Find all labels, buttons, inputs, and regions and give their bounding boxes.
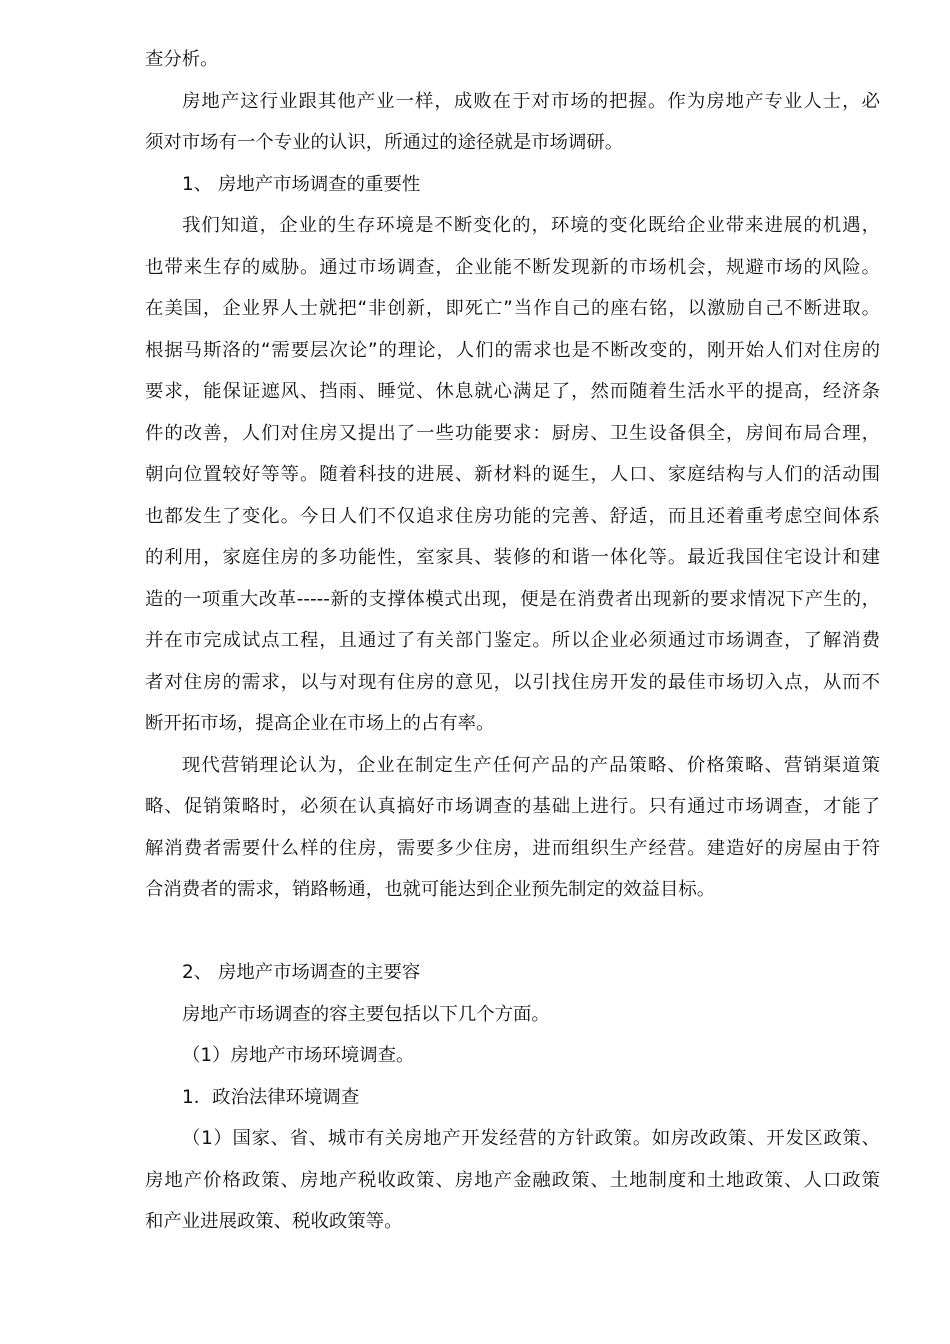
text-line: 查分析。 <box>145 49 219 70</box>
subsection-heading-political <box>145 1084 880 1126</box>
text-line: 的利用，家庭住房的多功能性，室家具、装修的和谐一体化等。最近我国住宅设计和建 <box>145 547 880 568</box>
heading-text: （1）房地产市场环境调查。 <box>182 1045 415 1066</box>
text-line: 我们知道，企业的生存环境是不断变化的，环境的变化既给企业带来进展的机遇， <box>182 215 880 236</box>
document-body <box>145 46 880 1250</box>
paragraph-intro <box>145 88 880 171</box>
text-line: 要求，能保证遮风、挡雨、睡觉、休息就心满足了，然而随着生活水平的提高，经济条 <box>145 381 880 402</box>
section-heading-importance <box>145 171 880 213</box>
heading-text: 2、 房地产市场调查的主要容 <box>182 962 421 983</box>
text-line: 也都发生了变化。今日人们不仅追求住房功能的完善、舒适，而且还着重考虑空间体系 <box>145 505 880 527</box>
text-line: 并在市完成试点工程，且通过了有关部门鉴定。所以企业必须通过市场调查，了解消费 <box>145 630 880 651</box>
text-line: 合消费者的需求，销路畅通，也就可能达到企业预先制定的效益目标。 <box>145 879 716 900</box>
blank-line <box>145 918 880 960</box>
paragraph-continuation <box>145 46 880 88</box>
paragraph-content-intro <box>145 1001 880 1043</box>
text-line: 房地产价格政策、房地产税收政策、房地产金融政策、土地制度和土地政策、人口政策 <box>145 1169 880 1191</box>
text-line: 件的改善，人们对住房又提出了一些功能要求：厨房、卫生设备俱全，房间布局合理， <box>145 422 880 444</box>
text-line: 在美国，企业界人士就把“非创新，即死亡”当作自己的座右铭，以激励自己不断进取。 <box>145 298 880 319</box>
text-line: （1）国家、省、城市有关房地产开发经营的方针政策。如房改政策、开发区政策、 <box>182 1128 880 1149</box>
paragraph-importance <box>145 212 880 752</box>
heading-text: 1、 房地产市场调查的重要性 <box>182 173 421 195</box>
text-line: 根据马斯洛的“需要层次论”的理论，人们的需求也是不断改变的，刚开始人们对住房的 <box>145 339 880 361</box>
text-line: 者对住房的需求，以与对现有住房的意见，以引找住房开发的最佳市场切入点，从而不 <box>145 671 880 693</box>
text-line: 房地产这行业跟其他产业一样，成败在于对市场的把握。作为房地产专业人士，必 <box>182 90 880 112</box>
text-line: 现代营销理论认为，企业在制定生产任何产品的产品策略、价格策略、营销渠道策 <box>182 754 880 776</box>
text-line: 朝向位置较好等等。随着科技的进展、新材料的诞生，人口、家庭结构与人们的活动围 <box>145 464 880 485</box>
text-line: 造的一项重大改革-----新的支撑体模式出现，便是在消费者出现新的要求情况下产生的， <box>145 588 880 610</box>
paragraph-policies <box>145 1125 880 1250</box>
text-line: 房地产市场调查的容主要包括以下几个方面。 <box>182 1003 550 1025</box>
text-line: 解消费者需要什么样的住房，需要多少住房，进而组织生产经营。建造好的房屋由于符 <box>145 837 880 859</box>
paragraph-marketing-theory <box>145 752 880 918</box>
subsection-heading-environment <box>145 1042 880 1084</box>
section-heading-content <box>145 959 880 1001</box>
heading-text: 1．政治法律环境调查 <box>182 1086 360 1108</box>
text-line: 断开拓市场，提高企业在市场上的占有率。 <box>145 713 495 734</box>
text-line: 和产业进展政策、税收政策等。 <box>145 1211 403 1232</box>
text-line: 也带来生存的威胁。通过市场调查，企业能不断发现新的市场机会，规避市场的风险。 <box>145 256 880 278</box>
text-line: 略、促销策略时，必须在认真搞好市场调查的基础上进行。只有通过市场调查，才能了 <box>145 796 880 817</box>
text-line: 须对市场有一个专业的认识，所通过的途径就是市场调研。 <box>145 132 624 153</box>
